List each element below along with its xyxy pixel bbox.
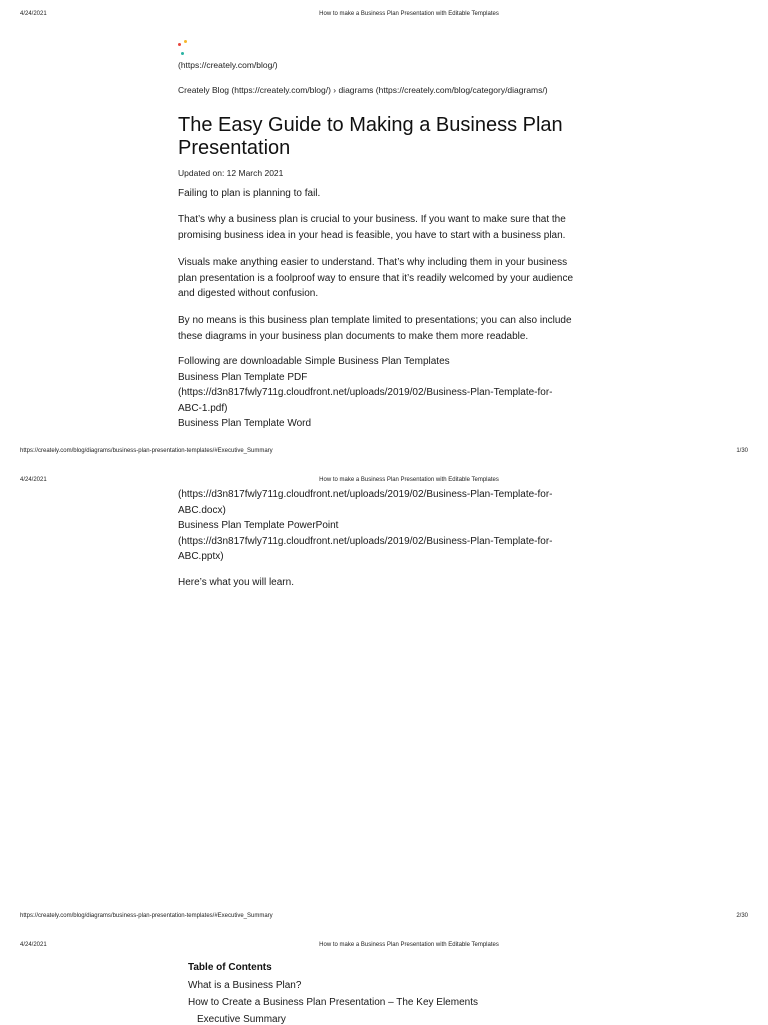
creately-logo[interactable] [178, 40, 192, 56]
paragraph-line: plan presentation is a foolproof way to ensure that it’s readily welcomed by your audience [178, 272, 574, 284]
page-footer-url: https://creately.com/blog/diagrams/business-plan-presentation-templates/#Executive_Summary [20, 448, 273, 454]
article-title-line-1: The Easy Guide to Making a Business Plan [178, 114, 563, 136]
page-header-title: How to make a Business Plan Presentation with Editable Templates [319, 477, 499, 483]
logo-link[interactable]: (https://creately.com/blog/) [178, 60, 278, 70]
page-header-date: 4/24/2021 [20, 11, 47, 17]
paragraph-learn [178, 575, 598, 591]
logo-dot-teal [181, 52, 184, 55]
toc-title: Table of Contents [188, 962, 272, 973]
paragraph-line: By no means is this business plan template limited to presentations; you can also include [178, 315, 572, 326]
paragraph-line: That’s why a business plan is crucial to your business. If you want to make sure that the [178, 214, 566, 225]
page-footer-number: 1/30 [736, 448, 748, 454]
template-word-link-end[interactable]: ABC.docx) [178, 504, 226, 516]
template-powerpoint-link-end[interactable]: ABC.pptx) [178, 551, 224, 562]
article-title [178, 114, 598, 160]
article-title-line-2: Presentation [178, 137, 291, 159]
page-header-date: 4/24/2021 [20, 477, 47, 483]
page-footer-url: https://creately.com/blog/diagrams/business-plan-presentation-templates/#Executive_Summary [20, 913, 273, 919]
paragraph-learn-text: Here’s what you will learn. [178, 577, 294, 588]
updated-date: Updated on: 12 March 2021 [178, 168, 284, 178]
paragraph-intro [178, 186, 598, 202]
templates-intro: Following are downloadable Simple Business Plan Templates [178, 356, 450, 367]
breadcrumb[interactable]: Creately Blog (https://creately.com/blog/) › diagrams (https://creately.com/blog/category/diagrams/) [178, 85, 548, 95]
paragraph-usage [178, 313, 598, 344]
template-pdf-link-end[interactable]: ABC-1.pdf) [178, 402, 228, 414]
template-pdf-link[interactable]: (https://d3n817fwly711g.cloudfront.net/uploads/2019/02/Business-Plan-Template-for- [178, 387, 553, 398]
paragraph-intro-text: Failing to plan is planning to fail. [178, 188, 321, 199]
paragraph-line: promising business idea in your head is feasible, you have to start with a business plan. [178, 229, 566, 241]
paragraph-line: Visuals make anything easier to understand. That’s why including them in your business [178, 257, 568, 268]
page-header-title: How to make a Business Plan Presentation with Editable Templates [319, 942, 499, 948]
toc-item-key-elements[interactable]: How to Create a Business Plan Presentation – The Key Elements [188, 997, 478, 1008]
template-word-link[interactable]: (https://d3n817fwly711g.cloudfront.net/uploads/2019/02/Business-Plan-Template-for- [178, 489, 553, 500]
toc-item-what-is-business-plan[interactable]: What is a Business Plan? [188, 980, 302, 991]
toc-item-executive-summary[interactable]: Executive Summary [197, 1014, 286, 1025]
template-powerpoint-link[interactable]: (https://d3n817fwly711g.cloudfront.net/uploads/2019/02/Business-Plan-Template-for- [178, 535, 553, 547]
page-header-date: 4/24/2021 [20, 942, 47, 948]
template-word-label: Business Plan Template Word [178, 418, 312, 429]
logo-dot-red [178, 43, 181, 46]
paragraph-business-plan [178, 212, 598, 243]
logo-dot-yellow [184, 40, 187, 43]
templates-list-continued [178, 487, 598, 565]
paragraph-line: and digested without confusion. [178, 288, 319, 299]
page-footer-number: 2/30 [736, 913, 748, 919]
templates-list [178, 354, 598, 432]
template-powerpoint-label: Business Plan Template PowerPoint [178, 520, 339, 531]
paragraph-line: these diagrams in your business plan documents to make them more readable. [178, 330, 529, 342]
page-header-title: How to make a Business Plan Presentation with Editable Templates [319, 11, 499, 17]
template-pdf-label: Business Plan Template PDF [178, 371, 308, 383]
paragraph-visuals [178, 255, 598, 302]
